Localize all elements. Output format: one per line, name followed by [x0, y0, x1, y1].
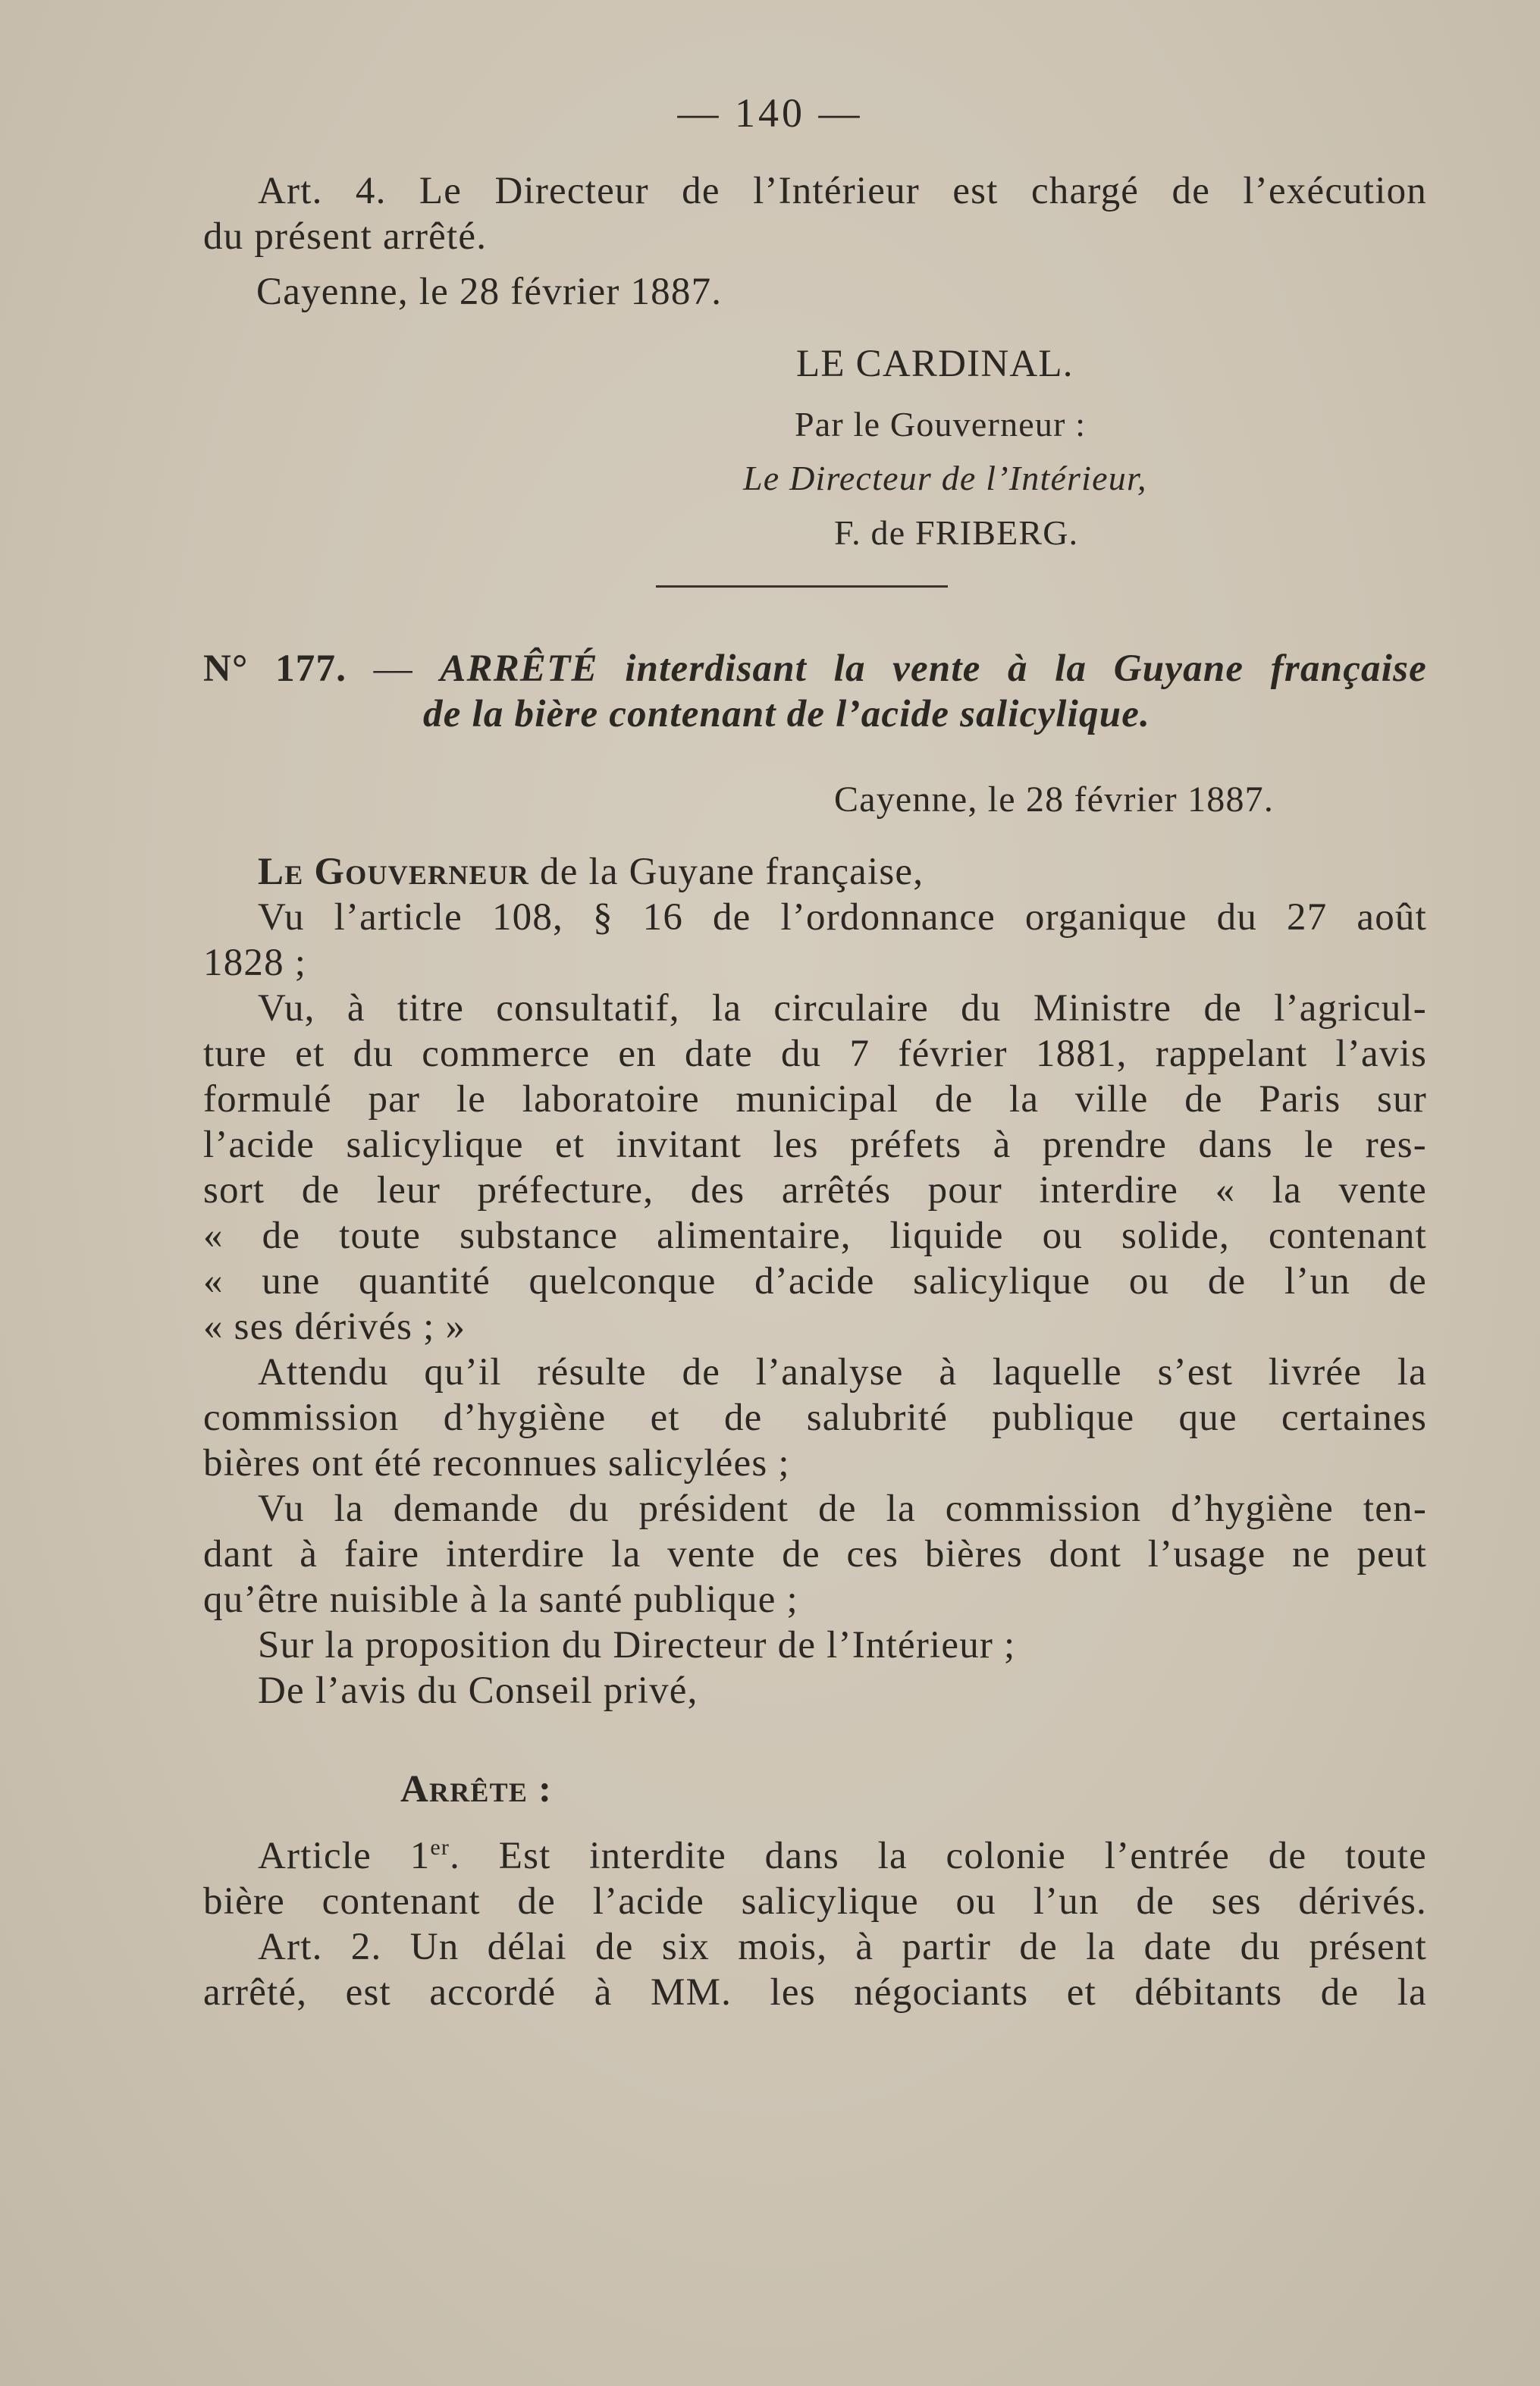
article-1-prefix: Article 1: [258, 1835, 431, 1877]
article-2-line-1: Art. 2. Un délai de six mois, à partir de la date du présent: [258, 1926, 1427, 1968]
authority-rest: de la Guyane française,: [540, 851, 924, 893]
preamble-line: De l’avis du Conseil privé,: [258, 1670, 698, 1712]
preamble-line: formulé par le laboratoire municipal de la ville de Paris sur: [203, 1078, 1427, 1121]
decree-heading-word: ARRÊTÉ: [440, 647, 598, 690]
signature-name: LE CARDINAL.: [796, 343, 1074, 385]
article-1-rest: . Est interdite dans la colonie l’entrée de toute: [450, 1835, 1427, 1877]
article-4-line-1: Art. 4. Le Directeur de l’Intérieur est chargé de l’exécution: [258, 170, 1427, 212]
preamble-line: Vu la demande du président de la commission d’hygiène ten-: [258, 1488, 1427, 1530]
preamble-line: Vu, à titre consultatif, la circulaire du Ministre de l’agricul-: [258, 987, 1427, 1030]
preamble-line: 1828 ;: [203, 942, 307, 984]
articles: [203, 1833, 1427, 2015]
article-4-line-2: du présent arrêté.: [203, 215, 488, 258]
decree-heading-line-2: de la bière contenant de l’acide salicylique.: [423, 693, 1151, 735]
preamble-line: « une quantité quelconque d’acide salicylique ou de l’un de: [203, 1260, 1427, 1303]
place-date-1: Cayenne, le 28 février 1887.: [256, 271, 723, 313]
decree-number: N° 177.: [203, 647, 347, 690]
preamble-line: ture et du commerce en date du 7 février 1881, rappelant l’avis: [203, 1033, 1427, 1075]
article-1-line-1: [203, 1833, 1427, 1879]
decree-heading-rest: interdisant la vente à la Guyane française: [625, 647, 1427, 690]
decree-dash: —: [373, 647, 413, 690]
preamble-line: « ses dérivés ; »: [203, 1306, 466, 1348]
preamble: [203, 849, 1427, 1713]
authority-line: [203, 849, 1427, 895]
authority-name: Le Gouverneur: [258, 851, 530, 893]
preamble-line: bières ont été reconnues salicylées ;: [203, 1442, 790, 1485]
article-1-sup: er: [430, 1835, 450, 1860]
article-4: [203, 168, 1427, 259]
preamble-line: qu’être nuisible à la santé publique ;: [203, 1579, 798, 1621]
preamble-line: Attendu qu’il résulte de l’analyse à laquelle s’est livrée la: [258, 1351, 1427, 1394]
preamble-line: Vu l’article 108, § 16 de l’ordonnance organique du 27 août: [258, 896, 1427, 939]
decree-heading: [203, 646, 1427, 737]
signature-by: Par le Gouverneur :: [795, 405, 1087, 444]
preamble-line: « de toute substance alimentaire, liquide ou solide, contenant: [203, 1215, 1427, 1257]
preamble-line: Sur la proposition du Directeur de l’Intérieur ;: [258, 1624, 1016, 1666]
signature-signer: F. de FRIBERG.: [834, 513, 1079, 552]
signature-title: Le Directeur de l’Intérieur,: [743, 459, 1147, 497]
preamble-line: sort de leur préfecture, des arrêtés pour interdire « la vente: [203, 1169, 1427, 1212]
page-number: — 140 —: [677, 90, 863, 136]
arrete-label: Arrête :: [400, 1768, 553, 1811]
decree-place-date: Cayenne, le 28 février 1887.: [834, 779, 1275, 820]
section-divider: [656, 585, 948, 588]
article-1-line-2: bière contenant de l’acide salicylique ou l’un de ses dérivés.: [203, 1880, 1427, 1923]
preamble-line: commission d’hygiène et de salubrité publique que certaines: [203, 1397, 1427, 1439]
decree-heading-line-1: [203, 646, 1427, 691]
preamble-line: l’acide salicylique et invitant les préfets à prendre dans le res-: [203, 1124, 1427, 1166]
article-2-line-2: arrêté, est accordé à MM. les négociants et débitants de la: [203, 1971, 1427, 2014]
preamble-line: dant à faire interdire la vente de ces bières dont l’usage ne peut: [203, 1533, 1427, 1576]
